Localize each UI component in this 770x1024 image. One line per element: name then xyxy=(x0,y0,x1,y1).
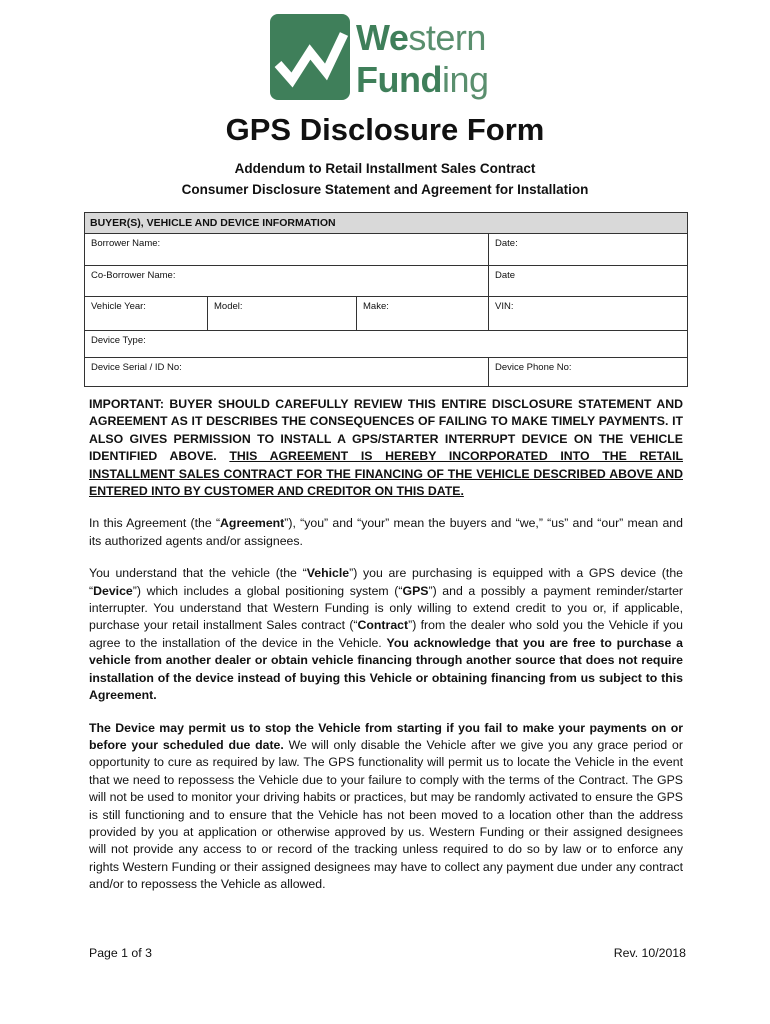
model-field[interactable]: Model: xyxy=(207,297,356,330)
page-number: Page 1 of 3 xyxy=(89,946,152,960)
revision-date: Rev. 10/2018 xyxy=(613,946,686,960)
table-header: BUYER(S), VEHICLE AND DEVICE INFORMATION xyxy=(85,213,687,234)
subtitle-line-1: Addendum to Retail Installment Sales Contract xyxy=(234,161,536,176)
disclosure-body xyxy=(89,396,683,909)
western-funding-logo xyxy=(270,14,510,100)
co-borrower-date-field[interactable]: Date xyxy=(488,266,687,296)
page-title: GPS Disclosure Form xyxy=(225,112,545,147)
table-row xyxy=(85,234,687,266)
important-notice: IMPORTANT: BUYER SHOULD CAREFULLY REVIEW THIS ENTIRE DISCLOSURE STATEMENT AND AGREEMENT AS IT DESCRIBES THE CONSEQUENCES OF FAILING TO MAKE TIMELY PAYMENTS. IT ALSO GIVES PERMISSION TO INSTALL A GPS/STARTER INTERRUPT DEVICE ON THE VEHICLE IDENTIFIED ABOVE. THIS AGREEMENT IS HEREBY INCORPORATED INTO THE RETAIL INSTALLMENT SALES CONTRACT FOR THE FINANCING OF THE VEHICLE DESCRIBED ABOVE AND ENTERED INTO BY CUSTOMER AND CREDITOR ON THIS DATE. xyxy=(89,397,683,499)
borrower-name-field[interactable]: Borrower Name: xyxy=(91,238,161,249)
logo-word-funding: Funding xyxy=(356,59,489,100)
make-field[interactable]: Make: xyxy=(356,297,488,330)
table-row xyxy=(85,297,687,331)
device-stop-paragraph: The Device may permit us to stop the Vehicle from starting if you fail to make your payments on or before your scheduled due date. We will only disable the Vehicle after we give you any grace period or opportunity to cure as required by law. The GPS functionality will permit us to locate the Vehicle in the event that we need to repossess the Vehicle due to your failure to comply with the terms of the Contract. The GPS will not be used to monitor your driving habits or practices, but may be randomly activated to ensure the GPS is still functioning and to ensure that the Vehicle has not been moved to a location other than the address provided by you at application or otherwise approved by us. Western Funding or their assigned designees will not provide any access to or record of the tracking unless required to do so by law or to enforce any rights Western Funding or their assigned designees may have to collect any payment due under any contract and/or to repossess the Vehicle as allowed. xyxy=(89,720,683,892)
device-phone-field[interactable]: Device Phone No: xyxy=(488,358,687,386)
co-borrower-name-field[interactable]: Co-Borrower Name: xyxy=(91,270,176,281)
table-row xyxy=(85,331,687,358)
gps-device-paragraph: You understand that the vehicle (the “Vehicle”) you are purchasing is equipped with a GPS device (the “Device”) which includes a global positioning system (“GPS”) and a possibly a payment reminder/starter interrupter. You understand that Western Funding is only willing to extend credit to you or, if applicable, purchase your retail installment Sales contract (“Contract”) from the dealer who sold you the Vehicle if you agree to the installation of the device in the Vehicle. You acknowledge that you are free to purchase a vehicle from another dealer or obtain vehicle financing through another source that does not require installation of the device instead of buying this Vehicle or obtaining financing from us subject to this Agreement. xyxy=(89,566,684,703)
subtitle-line-2: Consumer Disclosure Statement and Agreement for Installation xyxy=(181,182,589,197)
subtitle xyxy=(0,158,770,200)
device-serial-field[interactable]: Device Serial / ID No: xyxy=(91,362,182,373)
table-row xyxy=(85,358,687,386)
buyer-vehicle-device-table xyxy=(84,212,688,387)
device-type-field[interactable]: Device Type: xyxy=(91,335,146,346)
vin-field[interactable]: VIN: xyxy=(488,297,687,330)
date-field[interactable]: Date: xyxy=(488,234,687,265)
logo-mark-icon xyxy=(270,14,350,100)
logo-word-western: Western xyxy=(356,17,486,58)
agreement-definition-paragraph: In this Agreement (the “Agreement”), “you” and “your” mean the buyers and “we,” “us” and “our” mean and its authorized agents and/or assignees. xyxy=(89,516,683,548)
table-row xyxy=(85,266,687,297)
vehicle-year-field[interactable]: Vehicle Year: xyxy=(91,301,146,312)
